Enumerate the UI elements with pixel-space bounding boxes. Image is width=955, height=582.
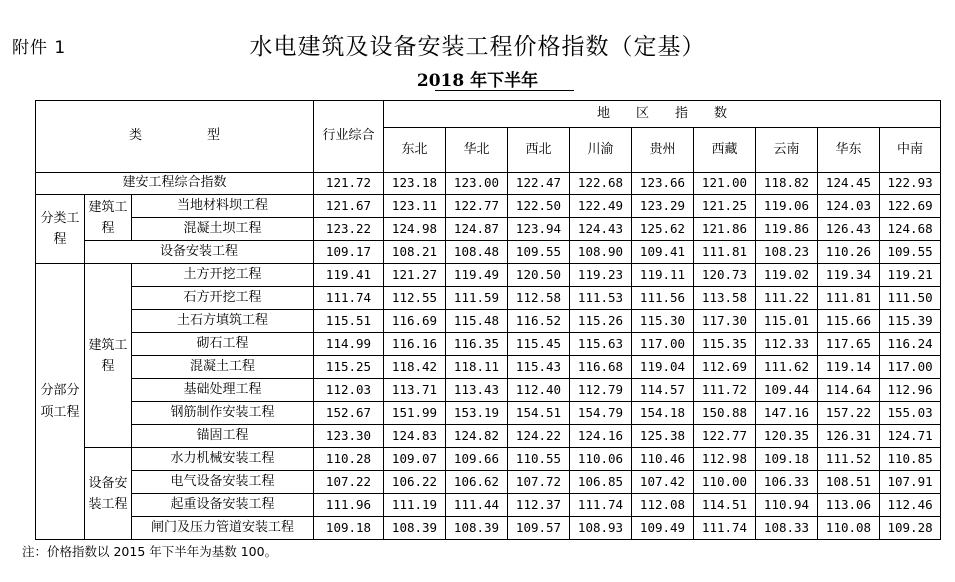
- region-value: 110.00: [694, 471, 756, 494]
- region-value: 108.21: [384, 241, 446, 264]
- region-value: 119.23: [570, 264, 632, 287]
- region-group-header: 地 区 指 数: [384, 101, 941, 128]
- region-value: 108.48: [446, 241, 508, 264]
- region-value: 111.81: [694, 241, 756, 264]
- region-value: 117.30: [694, 310, 756, 333]
- group-label: 设备安装工程: [85, 448, 132, 540]
- region-value: 106.62: [446, 471, 508, 494]
- overall-value: 119.41: [314, 264, 384, 287]
- region-value: 115.43: [508, 356, 570, 379]
- table-row: [36, 356, 941, 379]
- region-value: 117.00: [632, 333, 694, 356]
- region-value: 116.69: [384, 310, 446, 333]
- row-name: 水力机械安装工程: [132, 448, 314, 471]
- region-value: 154.51: [508, 402, 570, 425]
- group-label: 分类工程: [36, 195, 85, 264]
- overall-value: 123.22: [314, 218, 384, 241]
- region-value: 110.08: [818, 517, 880, 540]
- row-name: 混凝土坝工程: [132, 218, 314, 241]
- region-value: 111.72: [694, 379, 756, 402]
- row-name: 石方开挖工程: [132, 287, 314, 310]
- region-value: 114.57: [632, 379, 694, 402]
- region-header: 云南: [756, 128, 818, 173]
- region-value: 109.28: [880, 517, 941, 540]
- region-value: 124.98: [384, 218, 446, 241]
- region-value: 122.50: [508, 195, 570, 218]
- region-value: 119.04: [632, 356, 694, 379]
- region-value: 112.69: [694, 356, 756, 379]
- row-name: 起重设备安装工程: [132, 494, 314, 517]
- row-name: 钢筋制作安装工程: [132, 402, 314, 425]
- region-value: 107.72: [508, 471, 570, 494]
- table-row: [36, 310, 941, 333]
- region-value: 124.16: [570, 425, 632, 448]
- region-value: 115.39: [880, 310, 941, 333]
- region-value: 122.77: [694, 425, 756, 448]
- region-value: 113.71: [384, 379, 446, 402]
- region-value: 119.14: [818, 356, 880, 379]
- region-value: 112.55: [384, 287, 446, 310]
- table-row: [36, 425, 941, 448]
- price-index-table: [35, 100, 941, 540]
- overall-value: 123.30: [314, 425, 384, 448]
- row-name: 闸门及压力管道安装工程: [132, 517, 314, 540]
- region-value: 124.71: [880, 425, 941, 448]
- table-row: [36, 471, 941, 494]
- region-value: 119.02: [756, 264, 818, 287]
- overall-value: 115.51: [314, 310, 384, 333]
- region-value: 115.01: [756, 310, 818, 333]
- region-value: 118.82: [756, 173, 818, 195]
- region-value: 123.18: [384, 173, 446, 195]
- footnote: 注：价格指数以 2015 年下半年为基数 100。: [22, 544, 278, 559]
- region-value: 155.03: [880, 402, 941, 425]
- region-value: 110.46: [632, 448, 694, 471]
- region-value: 112.40: [508, 379, 570, 402]
- region-value: 113.06: [818, 494, 880, 517]
- row-name: 基础处理工程: [132, 379, 314, 402]
- page-title: 水电建筑及设备安装工程价格指数（定基）: [249, 34, 706, 60]
- region-value: 122.69: [880, 195, 941, 218]
- region-value: 109.57: [508, 517, 570, 540]
- region-value: 108.33: [756, 517, 818, 540]
- region-value: 109.44: [756, 379, 818, 402]
- region-value: 114.64: [818, 379, 880, 402]
- region-value: 108.39: [384, 517, 446, 540]
- region-value: 150.88: [694, 402, 756, 425]
- region-value: 112.96: [880, 379, 941, 402]
- region-value: 111.19: [384, 494, 446, 517]
- region-value: 111.74: [570, 494, 632, 517]
- region-value: 124.82: [446, 425, 508, 448]
- region-value: 115.48: [446, 310, 508, 333]
- region-value: 151.99: [384, 402, 446, 425]
- overall-value: 111.96: [314, 494, 384, 517]
- region-value: 115.30: [632, 310, 694, 333]
- region-value: 115.35: [694, 333, 756, 356]
- region-value: 122.49: [570, 195, 632, 218]
- attachment-label: 附件 1: [12, 38, 67, 58]
- region-value: 124.43: [570, 218, 632, 241]
- region-value: 123.66: [632, 173, 694, 195]
- region-value: 109.07: [384, 448, 446, 471]
- group-label: 建筑工程: [85, 195, 132, 241]
- region-value: 126.43: [818, 218, 880, 241]
- region-value: 106.22: [384, 471, 446, 494]
- row-name: 设备安装工程: [85, 241, 314, 264]
- region-value: 124.83: [384, 425, 446, 448]
- region-value: 121.86: [694, 218, 756, 241]
- row-name: 电气设备安装工程: [132, 471, 314, 494]
- region-value: 115.63: [570, 333, 632, 356]
- row-name: 锚固工程: [132, 425, 314, 448]
- table-row: [36, 287, 941, 310]
- region-value: 108.23: [756, 241, 818, 264]
- region-value: 124.22: [508, 425, 570, 448]
- region-value: 119.34: [818, 264, 880, 287]
- group-label: 建筑工程: [85, 264, 132, 448]
- region-value: 109.49: [632, 517, 694, 540]
- region-header: 西北: [508, 128, 570, 173]
- table-row: [36, 517, 941, 540]
- region-value: 119.86: [756, 218, 818, 241]
- region-value: 117.00: [880, 356, 941, 379]
- region-value: 123.29: [632, 195, 694, 218]
- region-value: 112.58: [508, 287, 570, 310]
- overall-header: 行业综合: [314, 101, 384, 173]
- region-value: 108.39: [446, 517, 508, 540]
- region-value: 119.06: [756, 195, 818, 218]
- region-value: 120.35: [756, 425, 818, 448]
- region-value: 118.42: [384, 356, 446, 379]
- region-value: 124.68: [880, 218, 941, 241]
- row-name: 当地材料坝工程: [132, 195, 314, 218]
- region-value: 154.18: [632, 402, 694, 425]
- table-row: [36, 402, 941, 425]
- region-value: 113.43: [446, 379, 508, 402]
- region-value: 112.33: [756, 333, 818, 356]
- table-row: [36, 264, 941, 287]
- region-value: 106.33: [756, 471, 818, 494]
- region-value: 120.50: [508, 264, 570, 287]
- overall-value: 121.72: [314, 173, 384, 195]
- region-value: 109.41: [632, 241, 694, 264]
- table-row: [36, 241, 941, 264]
- overall-value: 110.28: [314, 448, 384, 471]
- region-value: 110.94: [756, 494, 818, 517]
- region-value: 124.87: [446, 218, 508, 241]
- region-value: 112.98: [694, 448, 756, 471]
- row-name: 土石方填筑工程: [132, 310, 314, 333]
- region-value: 112.46: [880, 494, 941, 517]
- region-value: 111.59: [446, 287, 508, 310]
- region-value: 126.31: [818, 425, 880, 448]
- row-name: 建安工程综合指数: [36, 173, 314, 195]
- overall-value: 152.67: [314, 402, 384, 425]
- region-value: 111.56: [632, 287, 694, 310]
- region-value: 111.81: [818, 287, 880, 310]
- region-value: 119.21: [880, 264, 941, 287]
- region-value: 109.55: [880, 241, 941, 264]
- region-value: 154.79: [570, 402, 632, 425]
- region-value: 125.38: [632, 425, 694, 448]
- region-value: 121.27: [384, 264, 446, 287]
- period-subtitle: 2018 年下半年: [416, 71, 539, 91]
- region-value: 117.65: [818, 333, 880, 356]
- region-value: 123.11: [384, 195, 446, 218]
- region-value: 121.00: [694, 173, 756, 195]
- region-header: 华北: [446, 128, 508, 173]
- subtitle-underline: [435, 90, 574, 91]
- region-value: 107.91: [880, 471, 941, 494]
- region-value: 108.51: [818, 471, 880, 494]
- type-header: 类 型: [36, 101, 314, 173]
- region-value: 124.03: [818, 195, 880, 218]
- group-label: 分部分项工程: [36, 264, 85, 540]
- region-header: 西藏: [694, 128, 756, 173]
- region-value: 112.08: [632, 494, 694, 517]
- region-value: 125.62: [632, 218, 694, 241]
- overall-value: 114.99: [314, 333, 384, 356]
- region-value: 111.44: [446, 494, 508, 517]
- region-value: 119.11: [632, 264, 694, 287]
- region-header: 川渝: [570, 128, 632, 173]
- region-value: 111.50: [880, 287, 941, 310]
- region-value: 115.26: [570, 310, 632, 333]
- region-value: 147.16: [756, 402, 818, 425]
- region-value: 123.94: [508, 218, 570, 241]
- table-row: [36, 448, 941, 471]
- region-value: 111.22: [756, 287, 818, 310]
- region-value: 107.42: [632, 471, 694, 494]
- table-row: [36, 333, 941, 356]
- region-value: 119.49: [446, 264, 508, 287]
- region-value: 112.79: [570, 379, 632, 402]
- table-row: [36, 218, 941, 241]
- overall-value: 121.67: [314, 195, 384, 218]
- table-row: [36, 379, 941, 402]
- row-name: 砌石工程: [132, 333, 314, 356]
- region-value: 116.68: [570, 356, 632, 379]
- region-value: 114.51: [694, 494, 756, 517]
- region-value: 124.45: [818, 173, 880, 195]
- region-value: 116.52: [508, 310, 570, 333]
- region-value: 115.45: [508, 333, 570, 356]
- region-header: 中南: [880, 128, 941, 173]
- region-value: 108.93: [570, 517, 632, 540]
- region-value: 116.16: [384, 333, 446, 356]
- overall-value: 112.03: [314, 379, 384, 402]
- region-value: 122.77: [446, 195, 508, 218]
- region-value: 122.47: [508, 173, 570, 195]
- overall-value: 109.18: [314, 517, 384, 540]
- region-value: 115.66: [818, 310, 880, 333]
- overall-value: 109.17: [314, 241, 384, 264]
- overall-value: 111.74: [314, 287, 384, 310]
- region-value: 121.25: [694, 195, 756, 218]
- overall-value: 115.25: [314, 356, 384, 379]
- region-header: 贵州: [632, 128, 694, 173]
- region-value: 110.26: [818, 241, 880, 264]
- row-name: 混凝土工程: [132, 356, 314, 379]
- region-header: 东北: [384, 128, 446, 173]
- table-row: [36, 173, 941, 195]
- overall-value: 107.22: [314, 471, 384, 494]
- region-value: 108.90: [570, 241, 632, 264]
- region-value: 110.06: [570, 448, 632, 471]
- region-value: 122.68: [570, 173, 632, 195]
- region-value: 109.55: [508, 241, 570, 264]
- region-value: 111.62: [756, 356, 818, 379]
- region-value: 118.11: [446, 356, 508, 379]
- region-value: 106.85: [570, 471, 632, 494]
- region-value: 157.22: [818, 402, 880, 425]
- region-value: 116.24: [880, 333, 941, 356]
- region-value: 113.58: [694, 287, 756, 310]
- table-row: [36, 494, 941, 517]
- region-value: 110.55: [508, 448, 570, 471]
- row-name: 土方开挖工程: [132, 264, 314, 287]
- region-value: 112.37: [508, 494, 570, 517]
- table-row: [36, 195, 941, 218]
- region-value: 122.93: [880, 173, 941, 195]
- region-value: 116.35: [446, 333, 508, 356]
- region-value: 111.74: [694, 517, 756, 540]
- region-value: 153.19: [446, 402, 508, 425]
- region-value: 110.85: [880, 448, 941, 471]
- region-value: 120.73: [694, 264, 756, 287]
- region-value: 111.52: [818, 448, 880, 471]
- region-value: 111.53: [570, 287, 632, 310]
- region-header: 华东: [818, 128, 880, 173]
- region-value: 123.00: [446, 173, 508, 195]
- region-value: 109.66: [446, 448, 508, 471]
- region-value: 109.18: [756, 448, 818, 471]
